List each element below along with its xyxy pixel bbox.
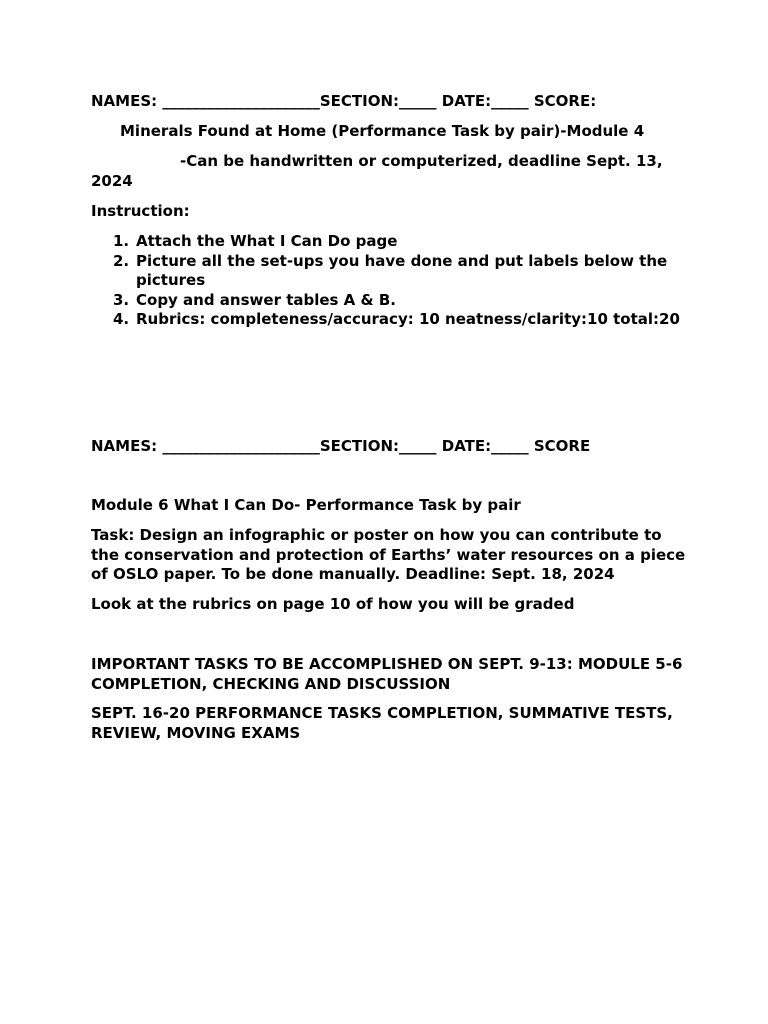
instruction-item-text: Rubrics: completeness/accuracy: 10 neatness/clarity:10 total:20 (136, 310, 680, 328)
names-header-line-2: NAMES: _____________________SECTION:_____ DATE:_____ SCORE (91, 437, 591, 455)
instruction-item-number: 2. (113, 251, 130, 270)
instruction-list (91, 232, 691, 330)
instruction-item-1 (91, 232, 691, 252)
rubrics-note: Look at the rubrics on page 10 of how you will be graded (91, 595, 575, 613)
instruction-item-number: 3. (113, 290, 130, 309)
task-1-note (91, 152, 691, 191)
task-2-description: Task: Design an infographic or poster on how you can contribute to the conservation and protection of Earths’ water resources on a piece of OSLO paper. To be done manually. Deadline: Sept. 18, 2024 (91, 526, 686, 583)
task-1-note-text: -Can be handwritten or computerized, deadline Sept. 13, 2024 (91, 152, 663, 190)
instruction-item-2 (91, 252, 691, 291)
instruction-item-3 (91, 291, 691, 311)
task-1-title: Minerals Found at Home (Performance Task by pair)-Module 4 (120, 122, 645, 140)
names-header-line-1: NAMES: _____________________SECTION:_____ DATE:_____ SCORE: (91, 92, 597, 110)
instruction-item-text: Attach the What I Can Do page (136, 232, 398, 250)
important-tasks-line-2: SEPT. 16-20 PERFORMANCE TASKS COMPLETION, SUMMATIVE TESTS, REVIEW, MOVING EXAMS (91, 704, 673, 742)
instruction-item-text: Copy and answer tables A & B. (136, 290, 396, 309)
task-2-title: Module 6 What I Can Do- Performance Task by pair (91, 496, 521, 514)
instruction-item-4 (91, 310, 691, 330)
instruction-item-number: 4. (113, 310, 130, 328)
instruction-item-number: 1. (113, 232, 130, 250)
important-tasks-line-1: IMPORTANT TASKS TO BE ACCOMPLISHED ON SEPT. 9-13: MODULE 5-6 COMPLETION, CHECKING AND DISCUSSION (91, 655, 683, 693)
instruction-item-text: Picture all the set-ups you have done and put labels below the pictures (136, 251, 668, 289)
instruction-label: Instruction: (91, 202, 190, 220)
